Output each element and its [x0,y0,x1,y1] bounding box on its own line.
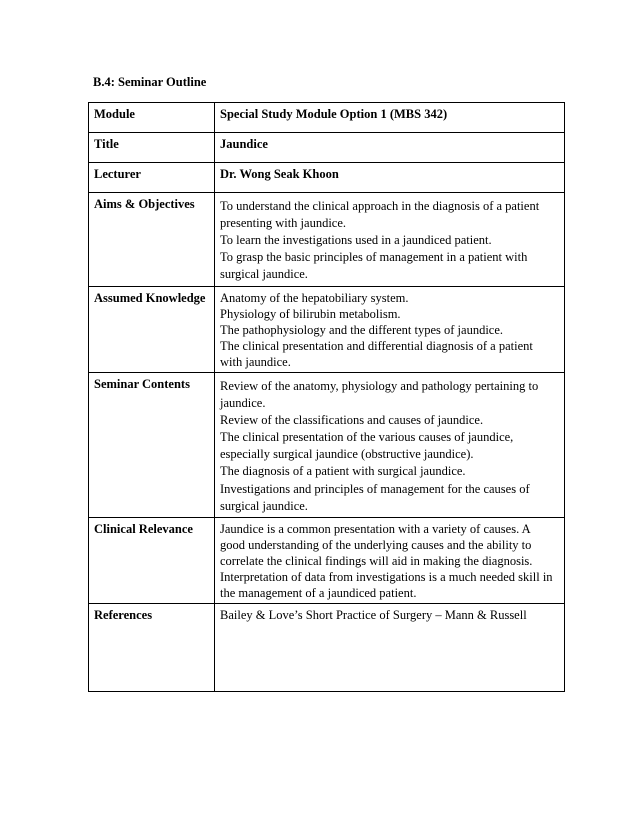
table-row-module [89,103,565,133]
row-label-aims: Aims & Objectives [89,193,215,287]
table-row-knowledge [89,287,565,373]
knowledge-line: Anatomy of the hepatobiliary system. [220,291,409,305]
section-heading: B.4: Seminar Outline [93,75,207,89]
contents-line: surgical jaundice. [220,498,308,513]
row-label-references: References [89,603,215,691]
aims-line: To understand the clinical approach in the diagnosis of a patient [220,199,540,213]
contents-line: Review of the anatomy, physiology and pathology pertaining to [220,379,539,393]
title-value: Jaundice [215,133,565,163]
contents-line: jaundice. [220,396,266,411]
row-label-knowledge: Assumed Knowledge [89,287,215,373]
clinical-line: Jaundice is a common presentation with a variety of causes. A [220,521,531,536]
table-row-aims [89,193,565,287]
clinical-line: the management of a jaundiced patient. [220,585,417,600]
seminar-outline-table [88,102,565,692]
contents-line: Review of the classifications and causes of jaundice. [220,413,484,428]
references-value [215,603,565,691]
knowledge-line: Physiology of bilirubin metabolism. [220,307,401,321]
references-line: Bailey & Love’s Short Practice of Surgery – Mann & Russell [220,607,527,622]
row-label-clinical: Clinical Relevance [89,517,215,603]
contents-line: especially surgical jaundice (obstructive jaundice). [220,447,474,462]
table-row-title [89,133,565,163]
clinical-line: Interpretation of data from investigations is a much needed skill in [220,569,553,584]
clinical-line: good understanding of the underlying causes and the ability to [220,537,532,552]
contents-value [215,373,565,518]
contents-line: The diagnosis of a patient with surgical jaundice. [220,464,466,479]
table-row-references [89,603,565,691]
row-label-contents: Seminar Contents [89,373,215,518]
row-label-module: Module [89,103,215,133]
row-label-lecturer: Lecturer [89,163,215,193]
contents-line: The clinical presentation of the various causes of jaundice, [220,430,514,445]
lecturer-value: Dr. Wong Seak Khoon [215,163,565,193]
clinical-value [215,517,565,603]
knowledge-line: with jaundice. [220,355,291,369]
aims-value [215,193,565,287]
aims-line: presenting with jaundice. [220,216,347,231]
module-value: Special Study Module Option 1 (MBS 342) [215,103,565,133]
knowledge-line: The pathophysiology and the different types of jaundice. [220,323,504,337]
knowledge-value [215,287,565,373]
contents-line: Investigations and principles of management for the causes of [220,481,530,496]
table-row-lecturer [89,163,565,193]
aims-line: To learn the investigations used in a jaundiced patient. [220,233,492,248]
aims-line: To grasp the basic principles of management in a patient with [220,250,528,265]
clinical-line: correlate the clinical findings will aid in making the diagnosis. [220,553,533,568]
table-row-contents [89,373,565,518]
table-row-clinical [89,517,565,603]
row-label-title: Title [89,133,215,163]
knowledge-line: The clinical presentation and differential diagnosis of a patient [220,339,533,353]
aims-line: surgical jaundice. [220,267,308,282]
